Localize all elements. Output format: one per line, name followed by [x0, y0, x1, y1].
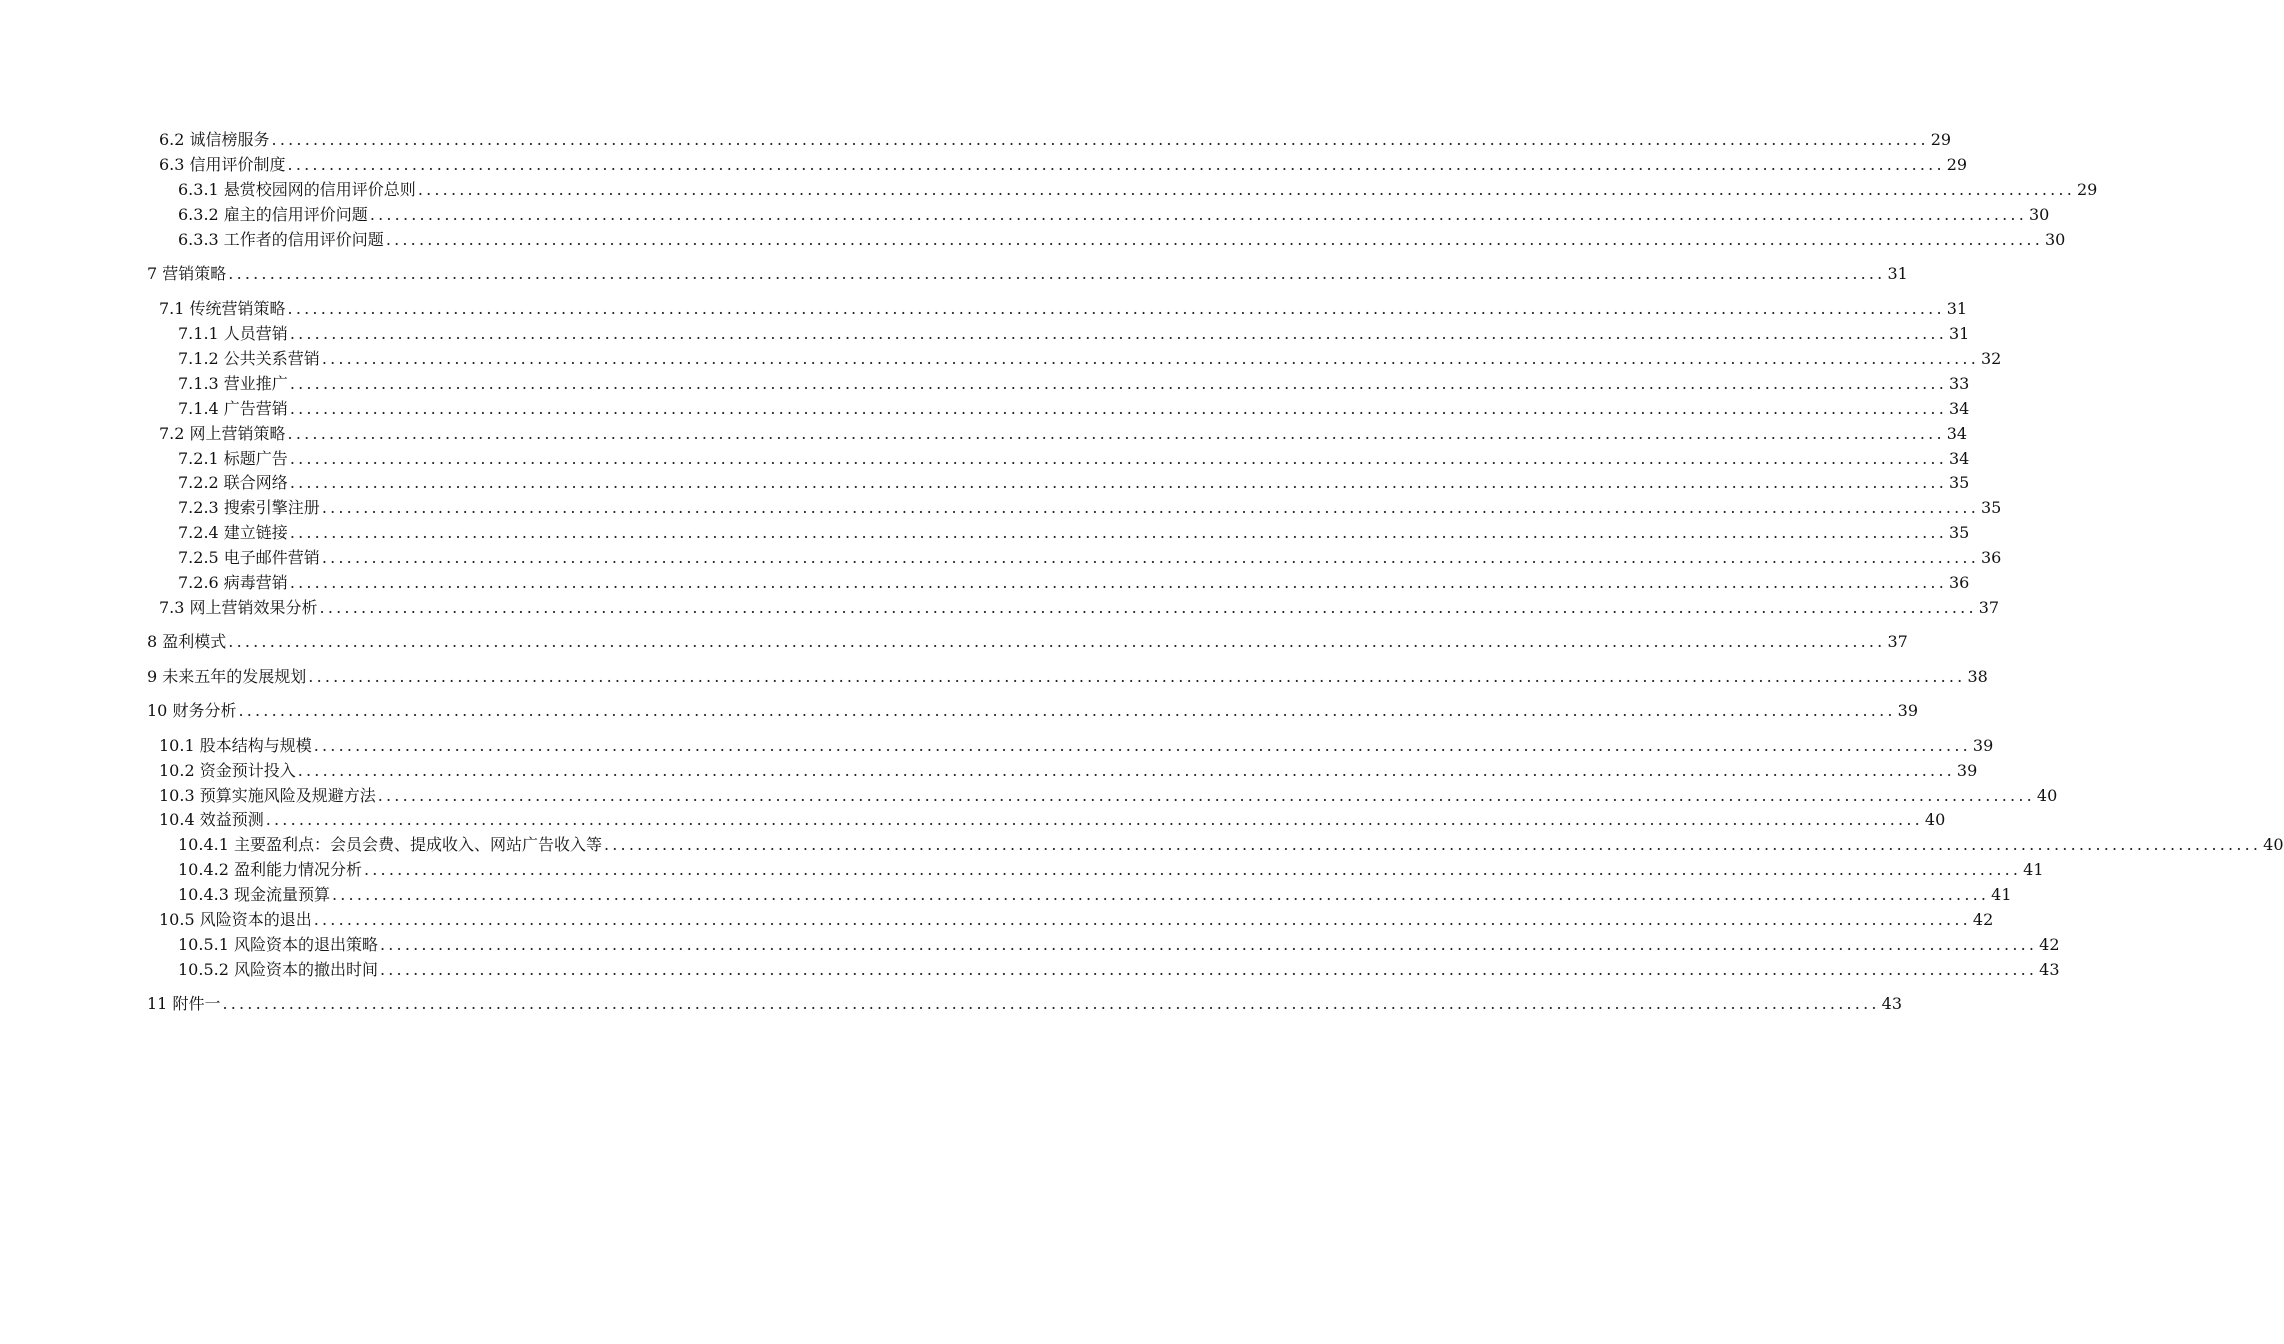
- toc-page-number: 33: [1949, 374, 1970, 393]
- toc-entry-label: 10.4.2 盈利能力情况分析: [178, 857, 362, 880]
- toc-entry: [178, 202, 2050, 224]
- toc-entry-label: 10.2 资金预计投入: [159, 758, 296, 781]
- toc-entry-label: 7.2.6 病毒营销: [178, 570, 288, 593]
- toc-entry: [159, 421, 1968, 443]
- toc-entry-label: 8 盈利模式: [147, 629, 226, 652]
- toc-leader-dots: ........................................................................................................................................................................................................: [287, 155, 1945, 174]
- toc-page-number: 35: [1981, 498, 2002, 517]
- toc-entry-label: 7.2.4 建立链接: [178, 520, 288, 543]
- toc-page-number: 29: [1946, 155, 1968, 174]
- toc-page-number: 43: [2039, 960, 2060, 979]
- toc-page-number: 41: [1991, 885, 2012, 904]
- toc-entry-label: 10.5.2 风险资本的撤出时间: [178, 957, 378, 980]
- toc-leader-dots: ........................................................................................................................................................................................................: [377, 786, 2035, 805]
- toc-entry: [159, 127, 1952, 149]
- toc-leader-dots: ........................................................................................................................................................................................................: [228, 264, 1886, 283]
- toc-entry: [178, 177, 2098, 199]
- toc-leader-dots: ........................................................................................................................................................................................................: [321, 498, 1979, 517]
- toc-entry: [178, 321, 1970, 343]
- toc-leader-dots: ........................................................................................................................................................................................................: [222, 994, 1880, 1013]
- toc-leader-dots: ........................................................................................................................................................................................................: [238, 701, 1896, 720]
- toc-leader-dots: ........................................................................................................................................................................................................: [385, 230, 2043, 249]
- toc-entry: [178, 520, 1970, 542]
- toc-entry-label: 10.5 风险资本的退出: [159, 907, 312, 930]
- toc-leader-dots: ........................................................................................................................................................................................................: [313, 910, 1971, 929]
- toc-entry-label: 6.3.2 雇主的信用评价问题: [178, 202, 368, 225]
- toc-entry: [147, 629, 1908, 651]
- toc-entry: [147, 261, 1908, 283]
- toc-entry: [159, 733, 1994, 755]
- toc-page-number: 42: [2039, 935, 2060, 954]
- toc-entry: [159, 758, 1978, 780]
- toc-page-number: 40: [2263, 835, 2284, 854]
- toc-entry-label: 7.1 传统营销策略: [159, 296, 286, 319]
- toc-page-number: 34: [1949, 399, 1970, 418]
- toc-leader-dots: ........................................................................................................................................................................................................: [289, 324, 1947, 343]
- toc-entry: [178, 882, 2012, 904]
- toc-leader-dots: ........................................................................................................................................................................................................: [308, 667, 1966, 686]
- toc-page-number: 34: [1946, 424, 1968, 443]
- toc-leader-dots: ........................................................................................................................................................................................................: [289, 523, 1947, 542]
- toc-entry: [178, 932, 2060, 954]
- toc-page-number: 36: [1949, 573, 1970, 592]
- toc-entry-label: 7.1.1 人员营销: [178, 321, 288, 344]
- toc-entry: [159, 152, 1968, 174]
- toc-entry-label: 7.1.2 公共关系营销: [178, 346, 320, 369]
- toc-entry-label: 10.1 股本结构与规模: [159, 733, 312, 756]
- toc-leader-dots: ........................................................................................................................................................................................................: [603, 835, 2262, 854]
- toc-leader-dots: ........................................................................................................................................................................................................: [363, 860, 2022, 879]
- toc-leader-dots: ........................................................................................................................................................................................................: [289, 449, 1947, 468]
- toc-entry: [178, 371, 1970, 393]
- toc-entry: [178, 470, 1970, 492]
- toc-page-number: 40: [2036, 786, 2058, 805]
- toc-page-number: 35: [1949, 523, 1970, 542]
- toc-page-number: 39: [1897, 701, 1918, 720]
- toc-leader-dots: ........................................................................................................................................................................................................: [379, 960, 2038, 979]
- toc-leader-dots: ........................................................................................................................................................................................................: [289, 374, 1947, 393]
- toc-entry: [147, 698, 1918, 720]
- toc-page-number: 32: [1981, 349, 2002, 368]
- toc-leader-dots: ........................................................................................................................................................................................................: [319, 598, 1977, 617]
- toc-page-number: 29: [2077, 180, 2098, 199]
- toc-entry-label: 7.1.3 营业推广: [178, 371, 288, 394]
- toc-page-number: 37: [1887, 632, 1908, 651]
- toc-entry-label: 10.4 效益预测: [159, 807, 264, 830]
- toc-leader-dots: ........................................................................................................................................................................................................: [289, 399, 1947, 418]
- toc-page-number: 39: [1956, 761, 1978, 780]
- toc-entry: [178, 446, 1970, 468]
- toc-entry: [159, 595, 2000, 617]
- toc-entry: [178, 495, 2002, 517]
- toc-page-number: 29: [1930, 130, 1952, 149]
- toc-leader-dots: ........................................................................................................................................................................................................: [265, 810, 1923, 829]
- toc-entry: [147, 991, 1902, 1013]
- toc-entry-label: 7.1.4 广告营销: [178, 396, 288, 419]
- toc-entry: [159, 296, 1968, 318]
- toc-page-number: 38: [1967, 667, 1988, 686]
- toc-entry: [178, 346, 2002, 368]
- toc-leader-dots: ........................................................................................................................................................................................................: [321, 349, 1979, 368]
- toc-page-number: 30: [2045, 230, 2066, 249]
- toc-page-number: 31: [1887, 264, 1908, 283]
- toc-page-number: 37: [1978, 598, 2000, 617]
- toc-leader-dots: ........................................................................................................................................................................................................: [417, 180, 2075, 199]
- toc-leader-dots: ........................................................................................................................................................................................................: [321, 548, 1979, 567]
- toc-entry-label: 7.2 网上营销策略: [159, 421, 286, 444]
- toc-page-number: 40: [1924, 810, 1946, 829]
- toc-page-number: 41: [2023, 860, 2044, 879]
- toc-entry: [159, 783, 2058, 805]
- toc-entry-label: 7.2.5 电子邮件营销: [178, 545, 320, 568]
- toc-leader-dots: ........................................................................................................................................................................................................: [287, 424, 1945, 443]
- toc-entry: [178, 957, 2060, 979]
- toc-entry-label: 10.4.1 主要盈利点：会员会费、提成收入、网站广告收入等: [178, 832, 602, 855]
- toc-entry-label: 10.4.3 现金流量预算: [178, 882, 330, 905]
- toc-page-number: 31: [1946, 299, 1968, 318]
- toc-page-number: 31: [1949, 324, 1970, 343]
- toc-leader-dots: ........................................................................................................................................................................................................: [313, 736, 1971, 755]
- toc-entry-label: 7.2.1 标题广告: [178, 446, 288, 469]
- toc-entry: [159, 907, 1994, 929]
- toc-entry-label: 6.3 信用评价制度: [159, 152, 286, 175]
- toc-leader-dots: ........................................................................................................................................................................................................: [287, 299, 1945, 318]
- toc-entry-label: 11 附件一: [147, 991, 220, 1014]
- toc-entry-label: 7.2.2 联合网络: [178, 470, 288, 493]
- toc-page-number: 42: [1972, 910, 1994, 929]
- toc-entry: [178, 570, 1970, 592]
- toc-entry: [178, 832, 2284, 854]
- toc-leader-dots: ........................................................................................................................................................................................................: [289, 573, 1947, 592]
- toc-entry: [178, 857, 2044, 879]
- toc-page-number: 30: [2029, 205, 2050, 224]
- toc-entry: [147, 664, 1988, 686]
- toc-entry-label: 7.3 网上营销效果分析: [159, 595, 318, 618]
- toc-entry: [178, 545, 2002, 567]
- toc-entry: [178, 396, 1970, 418]
- toc-entry-label: 10.5.1 风险资本的退出策略: [178, 932, 378, 955]
- toc-entry: [178, 227, 2066, 249]
- toc-entry-label: 10.3 预算实施风险及规避方法: [159, 783, 376, 806]
- toc-entry-label: 6.2 诚信榜服务: [159, 127, 270, 150]
- toc-page-number: 43: [1881, 994, 1902, 1013]
- toc-leader-dots: ........................................................................................................................................................................................................: [369, 205, 2027, 224]
- toc-leader-dots: ........................................................................................................................................................................................................: [331, 885, 1990, 904]
- toc-entry: [159, 807, 1946, 829]
- toc-entry-label: 6.3.3 工作者的信用评价问题: [178, 227, 384, 250]
- toc-leader-dots: ........................................................................................................................................................................................................: [297, 761, 1955, 780]
- toc-entry-label: 10 财务分析: [147, 698, 236, 721]
- toc-page-number: 39: [1972, 736, 1994, 755]
- toc-entry-label: 9 未来五年的发展规划: [147, 664, 306, 687]
- toc-page-number: 34: [1949, 449, 1970, 468]
- toc-leader-dots: ........................................................................................................................................................................................................: [271, 130, 1929, 149]
- toc-page-number: 35: [1949, 473, 1970, 492]
- toc-leader-dots: ........................................................................................................................................................................................................: [289, 473, 1947, 492]
- toc-entry-label: 7.2.3 搜索引擎注册: [178, 495, 320, 518]
- toc-leader-dots: ........................................................................................................................................................................................................: [379, 935, 2038, 954]
- toc-leader-dots: ........................................................................................................................................................................................................: [228, 632, 1886, 651]
- toc-entry-label: 7 营销策略: [147, 261, 226, 284]
- toc-page-number: 36: [1981, 548, 2002, 567]
- toc-entry-label: 6.3.1 悬赏校园网的信用评价总则: [178, 177, 416, 200]
